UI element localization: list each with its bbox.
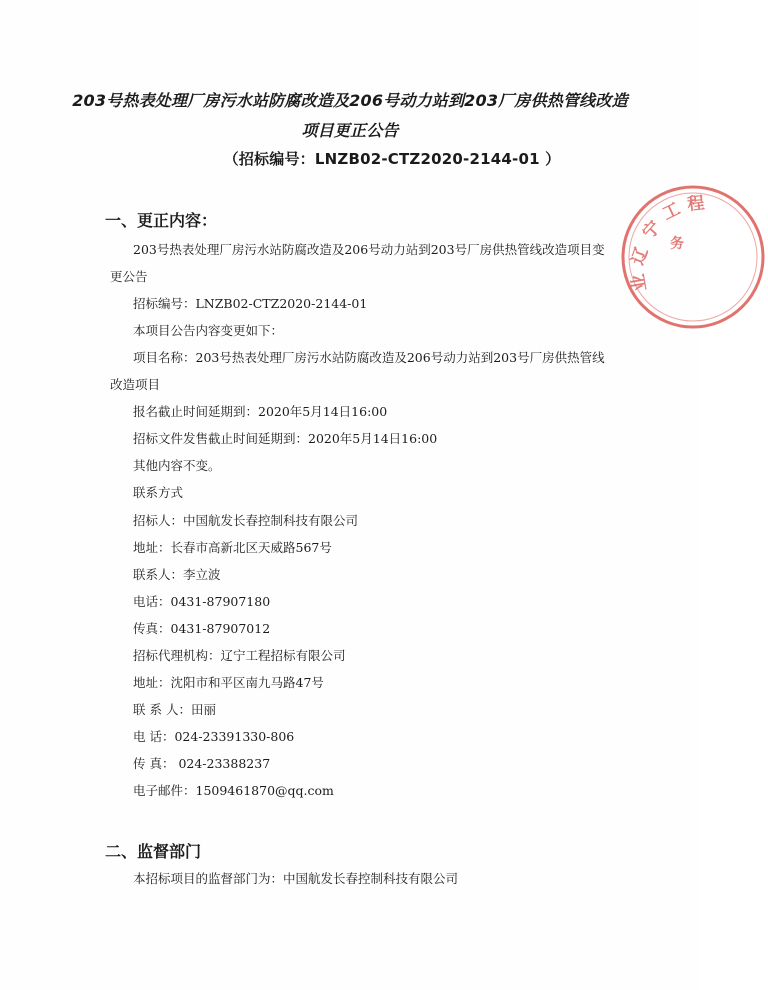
seal-char: 业 — [628, 272, 651, 293]
project-name-line-1: 项目名称：203号热表处理厂房污水站防腐改造及206号动力站到203号厂房供热管线 — [133, 350, 605, 365]
other-unchanged: 其他内容不变。 — [133, 458, 221, 473]
agency-address: 地址：沈阳市和平区南九马路47号 — [133, 675, 324, 690]
document-title-line1: 203号热表处理厂房污水站防腐改造及206号动力站到203厂房供热管线改造 — [72, 91, 628, 110]
project-line-1: 203号热表处理厂房污水站防腐改造及206号动力站到203号厂房供热管线改造项目变 — [133, 242, 605, 257]
seal-char: 宁 — [638, 217, 666, 244]
seal-char: 务 — [670, 236, 684, 252]
agency-contact: 联 系 人：田丽 — [133, 702, 216, 717]
change-intro: 本项目公告内容变更如下： — [133, 323, 284, 338]
agency-name: 招标代理机构：辽宁工程招标有限公司 — [133, 648, 346, 663]
agency-fax: 传 真： 024-23388237 — [133, 756, 271, 771]
tenderer-phone: 电话：0431-87907180 — [133, 594, 271, 609]
tenderer-name: 招标人：中国航发长春控制科技有限公司 — [133, 513, 359, 528]
registration-deadline: 报名截止时间延期到：2020年5月14日16:00 — [133, 404, 388, 419]
seal-char: 程 — [686, 193, 706, 215]
document-sale-deadline: 招标文件发售截止时间延期到：2020年5月14日16:00 — [133, 431, 438, 446]
section-heading-supervision: 二、监督部门 — [105, 842, 202, 861]
project-name-line-2: 改造项目 — [110, 377, 161, 392]
agency-phone: 电 话：024-23391330-806 — [133, 729, 295, 744]
official-seal — [618, 182, 768, 332]
bid-number: 招标编号：LNZB02-CTZ2020-2144-01 — [133, 296, 368, 311]
bid-number-title: （招标编号：LNZB02-CTZ2020-2144-01 ） — [223, 150, 561, 168]
supervisor-text: 本招标项目的监督部门为：中国航发长春控制科技有限公司 — [133, 871, 459, 886]
tenderer-contact: 联系人：李立波 — [133, 567, 221, 582]
seal-char: 工 — [659, 199, 684, 225]
agency-email: 电子邮件：1509461870@qq.com — [133, 783, 334, 798]
tenderer-fax: 传真：0431-87907012 — [133, 621, 271, 636]
document-title-line2: 项目更正公告 — [301, 121, 399, 140]
section-heading-corrections: 一、更正内容： — [105, 211, 218, 230]
project-line-2: 更公告 — [110, 269, 148, 284]
seal-char: 辽 — [627, 244, 653, 268]
tenderer-address: 地址：长春市高新北区天威路567号 — [133, 540, 332, 555]
contact-heading: 联系方式 — [133, 485, 184, 500]
